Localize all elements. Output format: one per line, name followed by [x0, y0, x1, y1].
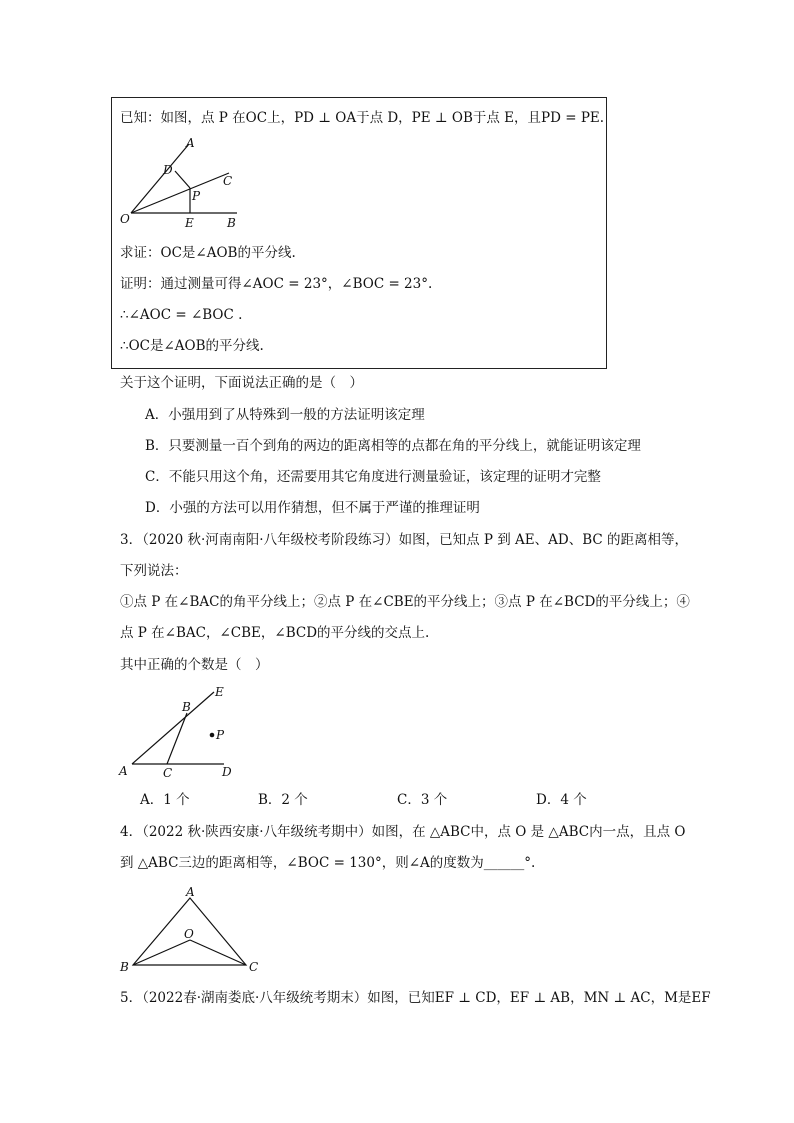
- fig2-label-d: D: [222, 765, 232, 779]
- q3-option-b: B．2 个: [258, 792, 308, 808]
- fig1-label-p: P: [192, 189, 201, 203]
- q4-line-1: 4．（2022 秋·陕西安康·八年级统考期中）如图，在 △ABC中，点 O 是 △ABC内一点，且点 O: [120, 824, 686, 840]
- q3-option-a: A．1 个: [140, 792, 190, 808]
- q2-option-b: B．只要测量一百个到角的两边的距离相等的点都在角的平分线上，就能证明该定理: [145, 438, 641, 454]
- given-text: 已知：如图，点 P 在OC上，PD ⊥ OA于点 D，PE ⊥ OB于点 E，且PD = PE.: [120, 110, 605, 126]
- fig2-label-e: E: [215, 685, 224, 699]
- q2-option-c: C．不能只用这个角，还需要用其它角度进行测量验证，该定理的证明才完整: [145, 469, 601, 485]
- q3-line-5: 其中正确的个数是（ ）: [120, 657, 269, 673]
- q4-line-2: 到 △ABC三边的距离相等，∠BOC = 130°，则∠A的度数为______°.: [120, 855, 536, 871]
- q3-line-1: 3．（2020 秋·河南南阳·八年级校考阶段练习）如图，已知点 P 到 AE、AD、BC 的距离相等，: [120, 532, 688, 548]
- fig3-label-c: C: [249, 960, 259, 974]
- q2-option-d: D．小强的方法可以用作猜想，但不属于严谨的推理证明: [145, 500, 480, 516]
- q2-stem: 关于这个证明，下面说法正确的是（ ）: [120, 375, 363, 391]
- triangle-incenter-figure: [116, 884, 266, 978]
- fig2-label-a: A: [119, 764, 128, 778]
- fig1-label-a: A: [186, 136, 195, 150]
- q3-line-3: ①点 P 在∠BAC的角平分线上；②点 P 在∠CBE的平分线上；③点 P 在∠BCD的平分线上；④: [120, 594, 690, 610]
- fig2-label-p: P: [216, 728, 225, 742]
- fig1-label-c: C: [223, 174, 233, 188]
- q3-line-2: 下列说法：: [120, 563, 188, 579]
- proof-line-3: ∴OC是∠AOB的平分线.: [120, 338, 264, 354]
- fig1-label-d: D: [163, 163, 173, 177]
- fig3-label-b: B: [120, 960, 129, 974]
- proof-line-1: 证明：通过测量可得∠AOC = 23°，∠BOC = 23°.: [120, 276, 433, 292]
- proof-line-2: ∴∠AOC = ∠BOC .: [120, 307, 243, 323]
- fig1-label-o: O: [120, 212, 130, 226]
- fig3-label-a: A: [186, 885, 195, 899]
- q3-option-d: D．4 个: [536, 792, 587, 808]
- triangle-bisector-figure: [116, 684, 246, 782]
- q5-line-1: 5．（2022春·湖南娄底·八年级统考期末）如图，已知EF ⊥ CD，EF ⊥ AB，MN ⊥ AC，M是EF: [120, 990, 711, 1006]
- fig3-label-o: O: [184, 927, 194, 941]
- q3-option-c: C．3 个: [397, 792, 448, 808]
- q3-line-4: 点 P 在∠BAC，∠CBE，∠BCD的平分线的交点上.: [120, 625, 430, 641]
- fig2-label-b: B: [182, 700, 191, 714]
- fig1-label-b: B: [227, 216, 236, 230]
- prove-text: 求证：OC是∠AOB的平分线.: [120, 245, 296, 261]
- q2-option-a: A．小强用到了从特殊到一般的方法证明该定理: [145, 407, 425, 423]
- fig1-label-e: E: [185, 216, 194, 230]
- angle-figure: [112, 134, 252, 232]
- fig2-label-c: C: [163, 766, 173, 780]
